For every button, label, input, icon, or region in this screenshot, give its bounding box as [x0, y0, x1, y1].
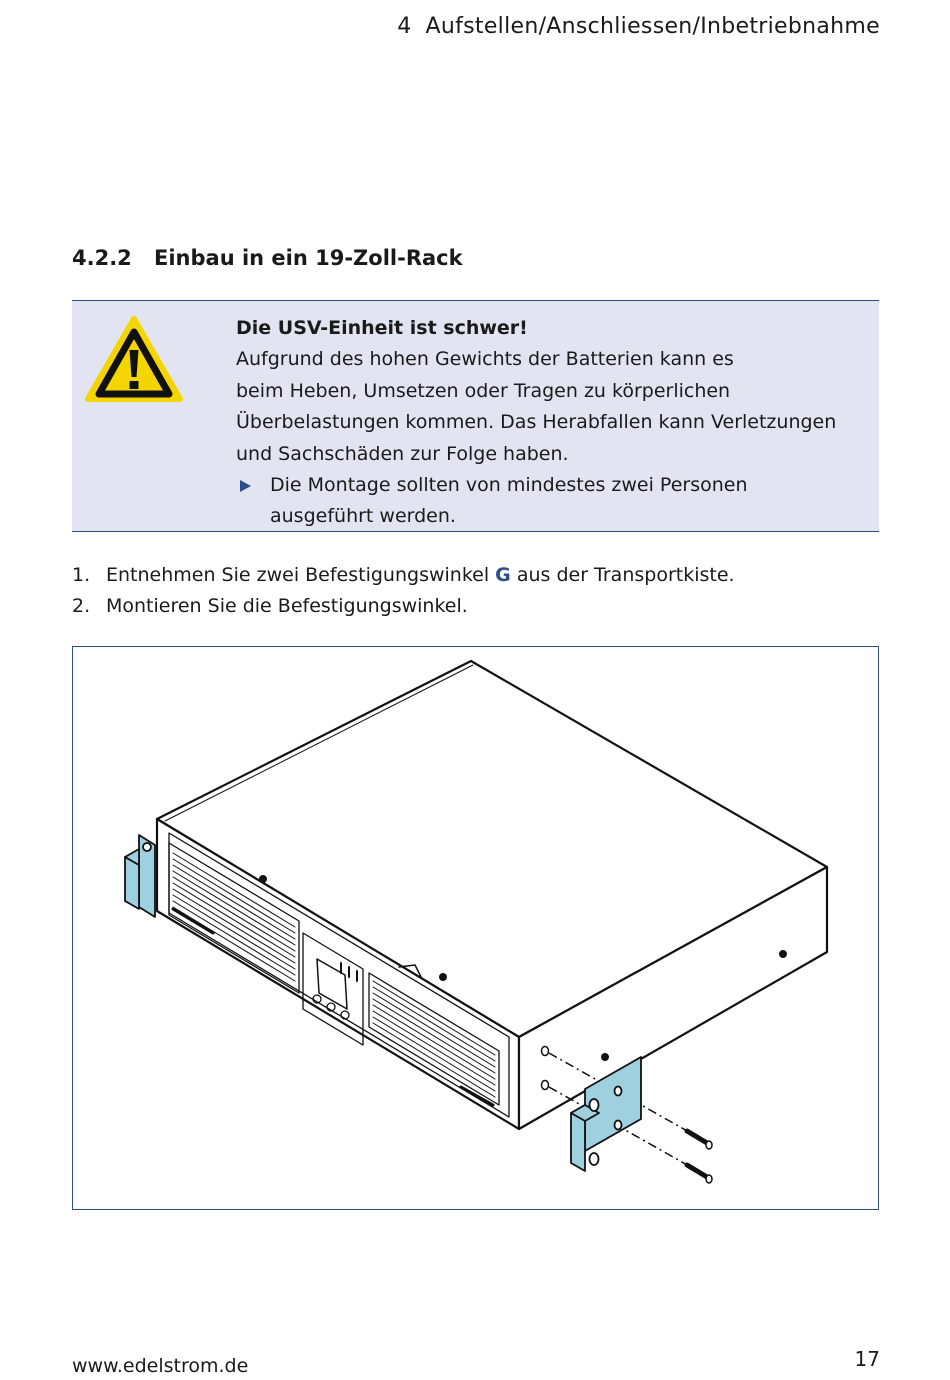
step-item — [72, 591, 872, 622]
step-text-end: aus der Transportkiste. — [510, 564, 735, 586]
step-number: 1. — [72, 564, 91, 586]
chapter-number: 4 — [397, 14, 412, 39]
step-text: Entnehmen Sie zwei Befestigungswinkel — [106, 564, 496, 586]
step-item — [72, 560, 872, 591]
step-number: 2. — [72, 595, 91, 617]
warning-line: und Sachschäden zur Folge haben. — [236, 442, 569, 465]
warning-line: beim Heben, Umsetzen oder Tragen zu körperlichen — [236, 379, 731, 402]
warning-action-line: Die Montage sollten von mindestes zwei Personen — [270, 474, 748, 497]
warning-text — [236, 313, 866, 533]
figure-frame — [72, 646, 879, 1210]
warning-box — [72, 300, 879, 532]
section-title: Einbau in ein 19-Zoll-Rack — [154, 246, 463, 270]
bullet-triangle-icon — [240, 480, 251, 492]
left-mounting-bracket — [125, 835, 155, 917]
section-number: 4.2.2 — [72, 246, 132, 270]
part-reference: G — [495, 564, 511, 586]
step-text: Montieren Sie die Befestigungswinkel. — [106, 595, 468, 617]
warning-action — [236, 470, 866, 533]
ups-rack-mount-illustration — [73, 647, 877, 1208]
warning-line: Aufgrund des hohen Gewichts der Batterien kann es — [236, 348, 734, 371]
running-header — [397, 14, 880, 39]
instruction-steps — [72, 560, 872, 622]
footer-url[interactable]: www.edelstrom.de — [72, 1355, 249, 1377]
section-heading — [72, 246, 463, 270]
chapter-title: Aufstellen/Anschliessen/Inbetriebnahme — [425, 14, 880, 39]
mounting-screws — [687, 1131, 712, 1183]
warning-title: Die USV-Einheit ist schwer! — [236, 317, 528, 339]
warning-triangle-icon — [84, 315, 184, 405]
page-number: 17 — [854, 1347, 880, 1371]
warning-action-line: ausgeführt werden. — [270, 505, 456, 528]
warning-line: Überbelastungen kommen. Das Herabfallen kann Verletzungen — [236, 411, 837, 434]
